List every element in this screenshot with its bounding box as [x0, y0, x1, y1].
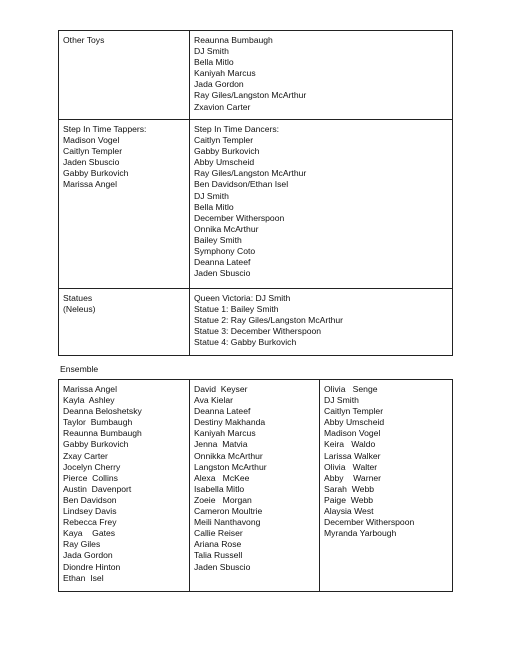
role-cast-cell: [190, 120, 453, 289]
role-row-other-toys: [59, 31, 453, 120]
ensemble-name: Deanna Beloshetsky: [63, 406, 142, 417]
ensemble-name: Jocelyn Cherry: [63, 461, 121, 472]
cast-name: Statue 4: Gabby Burkovich: [194, 337, 297, 348]
role-label-line: Gabby Burkovich: [63, 168, 129, 179]
ensemble-table: [58, 379, 453, 592]
role-cast-cell: [190, 31, 453, 120]
ensemble-name: Kaniyah Marcus: [194, 428, 256, 439]
ensemble-name: Zoeie Morgan: [194, 494, 252, 505]
cast-name: Caitlyn Templer: [194, 135, 254, 146]
ensemble-name: Ray Giles: [63, 539, 101, 550]
cast-name: Bailey Smith: [194, 234, 242, 245]
role-label-line: Caitlyn Templer: [63, 146, 123, 157]
ensemble-name: Ariana Rose: [194, 539, 242, 550]
cast-name: Gabby Burkovich: [194, 146, 260, 157]
role-label-line: Marissa Angel: [63, 179, 117, 190]
ensemble-column-2: [190, 380, 320, 592]
ensemble-name: December Witherspoon: [324, 517, 415, 528]
ensemble-name: Diondre Hinton: [63, 561, 121, 572]
ensemble-column-3: [320, 380, 453, 592]
role-label-cell: [59, 120, 190, 289]
cast-name: Queen Victoria: DJ Smith: [194, 293, 291, 303]
ensemble-name: Alexa McKee: [194, 472, 250, 483]
cast-name: Symphony Coto: [194, 246, 256, 257]
role-row-step-in-time: [59, 120, 453, 289]
ensemble-name: Abby Umscheid: [324, 417, 385, 428]
role-label-line: Other Toys: [63, 35, 105, 45]
ensemble-name: Kaya Gates: [63, 528, 116, 539]
role-label-line: Madison Vogel: [63, 135, 120, 146]
cast-name: Ray Giles/Langston McArthur: [194, 90, 307, 101]
ensemble-name: Gabby Burkovich: [63, 439, 129, 450]
role-cast-cell: [190, 289, 453, 356]
role-label-line: Step In Time Tappers:: [63, 124, 147, 134]
cast-name: December Witherspoon: [194, 212, 285, 223]
ensemble-name: Jada Gordon: [63, 550, 113, 561]
role-label-cell: [59, 31, 190, 120]
cast-name: Onnika McArthur: [194, 223, 259, 234]
ensemble-name: Talia Russell: [194, 550, 243, 561]
ensemble-name: Jenna Matvia: [194, 439, 248, 450]
ensemble-name: Sarah Webb: [324, 483, 375, 494]
ensemble-column-1: [59, 380, 190, 592]
cast-name: Ben Davidson/Ethan Isel: [194, 179, 289, 190]
roles-cast-table: [58, 30, 453, 356]
ensemble-name: Lindsey Davis: [63, 506, 117, 517]
cast-name: Ray Giles/Langston McArthur: [194, 168, 307, 179]
ensemble-name: Ben Davidson: [63, 494, 117, 505]
cast-name: Statue 3: December Witherspoon: [194, 326, 322, 337]
ensemble-name: Onnikka McArthur: [194, 450, 263, 461]
ensemble-name: Destiny Makhanda: [194, 417, 266, 428]
ensemble-name: Abby Warner: [324, 472, 381, 483]
cast-name: DJ Smith: [194, 190, 229, 201]
cast-name: Kaniyah Marcus: [194, 68, 256, 79]
cast-name: Statue 1: Bailey Smith: [194, 304, 279, 315]
ensemble-name: Ava Kielar: [194, 395, 234, 406]
role-label-line: (Neleus): [63, 304, 96, 315]
ensemble-name: Austin Davenport: [63, 483, 132, 494]
ensemble-name: Meili Nanthavong: [194, 517, 261, 528]
ensemble-name: Reaunna Bumbaugh: [63, 428, 142, 439]
ensemble-heading: Ensemble: [60, 364, 99, 374]
ensemble-name: Larissa Walker: [324, 450, 381, 461]
ensemble-name: Myranda Yarbough: [324, 528, 397, 539]
role-label-cell: [59, 289, 190, 356]
ensemble-row: [59, 380, 453, 592]
cast-name: Jada Gordon: [194, 79, 244, 90]
ensemble-name: Olivia Senge: [324, 384, 378, 394]
ensemble-name: Pierce Collins: [63, 472, 118, 483]
ensemble-name: Deanna Lateef: [194, 406, 251, 417]
ensemble-name: Callie Reiser: [194, 528, 243, 539]
cast-name: Bella Mitlo: [194, 57, 234, 68]
ensemble-name: Alaysia West: [324, 506, 374, 517]
ensemble-name: Zxay Carter: [63, 450, 108, 461]
ensemble-name: Paige Webb: [324, 494, 374, 505]
cast-name: Abby Umscheid: [194, 157, 255, 168]
ensemble-name: Ethan Isel: [63, 572, 104, 583]
cast-name: Reaunna Bumbaugh: [194, 35, 273, 45]
ensemble-name: Taylor Bumbaugh: [63, 417, 133, 428]
ensemble-name: Olivia Walter: [324, 461, 378, 472]
cast-name: Statue 2: Ray Giles/Langston McArthur: [194, 315, 344, 326]
ensemble-name: Keira Waldo: [324, 439, 376, 450]
cast-name: Bella Mitlo: [194, 201, 234, 212]
cast-name: Zxavion Carter: [194, 101, 251, 112]
cast-name: DJ Smith: [194, 46, 229, 57]
ensemble-name: Langston McArthur: [194, 461, 267, 472]
role-row-statues: [59, 289, 453, 356]
cast-name: Step In Time Dancers:: [194, 124, 280, 134]
cast-name: Deanna Lateef: [194, 257, 251, 268]
ensemble-name: Kayla Ashley: [63, 395, 115, 406]
ensemble-name: Marissa Angel: [63, 384, 117, 394]
role-label-line: Jaden Sbuscio: [63, 157, 120, 168]
role-label-line: Statues: [63, 293, 93, 303]
ensemble-name: Rebecca Frey: [63, 517, 117, 528]
cast-name: Jaden Sbuscio: [194, 268, 251, 279]
ensemble-name: Cameron Moultrie: [194, 506, 263, 517]
ensemble-name: Jaden Sbuscio: [194, 561, 251, 572]
ensemble-name: David Keyser: [194, 384, 248, 394]
ensemble-name: DJ Smith: [324, 395, 359, 406]
ensemble-name: Isabella Mitlo: [194, 483, 245, 494]
ensemble-name: Madison Vogel: [324, 428, 381, 439]
ensemble-name: Caitlyn Templer: [324, 406, 384, 417]
